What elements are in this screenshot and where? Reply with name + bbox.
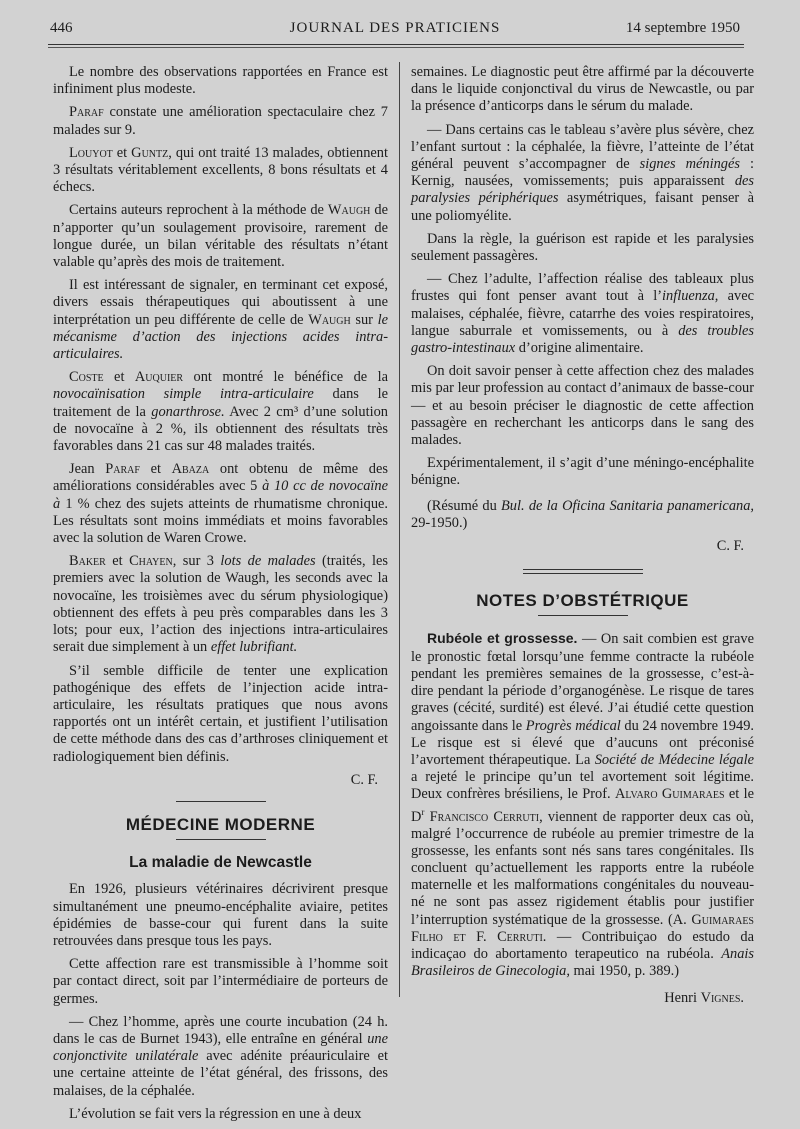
paragraph: Expérimentalement, il s’agit d’une méningo-encéphalite bénigne.: [411, 455, 754, 489]
paragraph: Coste et Auquier ont montré le bénéfice de la novocaïnisation simple intra-articulaire dans le traitement de la gonarthrose. Avec 2 cm³ d’une solution de novocaïne à 2 %, ils obtiennent des résultats très favorables dans 21 cas sur 48 malades traités.: [53, 369, 388, 455]
paragraph: Jean Paraf et Abaza ont obtenu de même des améliorations considérables avec 5 à 10 cc de novocaïne à 1 % chez des sujets atteints de rhumatisme chronique. Les résultats sont moins immédiats et moins favorables avec la solution de Waren Crowe.: [53, 461, 388, 547]
paragraph: — Chez l’homme, après une courte incubation (24 h. dans le cas de Burnet 1943), elle entraîne en général une conjonctivite unilatérale avec adénite préauriculaire et une certaine atteinte de l’état général, des frissons, des malaises, de la céphalée.: [53, 1013, 388, 1099]
paragraph: — Dans certains cas le tableau s’avère plus sévère, chez l’enfant surtout : la céphalée, la fièvre, l’atteinte de l’état général peuvent s’accompagner de signes méningés : Kernig, nausées, vomissements; puis apparaissent des paralysies périphériques asymétriques, faisant penser à une poliomyélite.: [411, 121, 754, 224]
right-column: [411, 64, 754, 1014]
paragraph: L’évolution se fait vers la régression en une à deux: [69, 1105, 362, 1122]
paragraph: Louyot et Guntz, qui ont traité 13 malades, obtiennent 3 résultats véritablement excellents, 8 bons résultats et 4 échecs.: [53, 144, 388, 196]
header-rule-thin: [48, 47, 744, 48]
paragraph: — Chez l’adulte, l’affection réalise des tableaux plus frustes qui font penser avant tout à l’influenza, avec malaises, céphalée, fièvre, catarrhe des voies respiratoires, langue saburrale et vomissements, ou à des troubles gastro-intestinaux d’origine alimentaire.: [411, 271, 754, 357]
paragraph: Rubéole et grossesse. — On sait combien est grave le pronostic fœtal lorsqu’une femme contracte la rubéole pendant les premières semaines de la grossesse, c’est-à-dire pendant la période d’organogénèse. Le risque de tares graves (cécité, surdité) est élevé. J’ai étudié cette question angoissante dans le Progrès médical du 24 novembre 1949. Le risque est si élevé que d’aucuns ont préconisé l’avortement thérapeutique. La Société de Médecine légale a rejeté le principe qu’un tel avortement soit légitime. Deux confrères brésiliens, le Prof. Alvaro Guimaraes et le $D^r$ Francisco Cerruti, viennent de rapporter deux cas où, malgré l’occurrence de rubéole au premier trimestre de la grossesse, les enfants sont nés sans tares congénitales. Ils concluent qu’actuellement les rapports entre la rubéole maternelle et les malformations congénitales du nouveau-né ne sont pas assez rigidement établis pour justifier l’interruption systématique de la grossesse. (A. Guimaraes Filho et F. Cerruti. — Contribuiçao do estudo da indicaçao do abortamento terapeutico na rubéola. Anais Brasileiros de Ginecologia, mai 1950, p. 389.): [411, 630, 755, 980]
double-separator-rule: [523, 569, 643, 574]
separator-rule: [176, 839, 266, 840]
paragraph: Dans la règle, la guérison est rapide et les paralysies seulement passagères.: [411, 230, 754, 265]
issue-date: 14 septembre 1950: [625, 20, 740, 36]
page-header: [50, 20, 740, 42]
journal-title: JOURNAL DES PRATICIENS: [289, 20, 501, 36]
author-signature: C. F.: [716, 538, 744, 555]
header-rule: [48, 44, 744, 45]
left-column: [53, 64, 388, 1129]
separator-rule: [538, 615, 628, 616]
separator-rule: [176, 801, 266, 802]
column-divider: [399, 62, 400, 997]
paragraph: Cette affection rare est transmissible à l’homme soit par contact direct, soit par l’intermédiaire de porteurs de germes.: [53, 956, 388, 1007]
paragraph: Il est intéressant de signaler, en terminant cet exposé, divers essais thérapeutiques qui aboutissent à une interprétation un peu différente de celle de Waugh sur le mécanisme d’action des injections acides intra-articulaires.: [53, 277, 388, 363]
paragraph: En 1926, plusieurs vétérinaires décrivirent presque simultanément une pneumo-encéphalite aviaire, petites épidémies de basse-cour qui furent dans la suite retrouvées dans presque tous les pays.: [53, 881, 388, 949]
paragraph: Le nombre des observations rapportées en France est infiniment plus modeste.: [53, 64, 388, 98]
paragraph: (Résumé du Bul. de la Oficina Sanitaria panamericana, 29-1950.): [411, 497, 754, 531]
paragraph: semaines. Le diagnostic peut être affirmé par la découverte dans le liquide conjonctival du virus de Newcastle, ou par la présence d’anticorps dans le sérum du malade.: [411, 64, 754, 115]
paragraph: Baker et Chayen, sur 3 lots de malades (traités, les premiers avec la solution de Waugh, les seconds avec la novocaïne, les troisièmes avec du sérum physiologique) obtiennent des effets à peu près comparables dans les 3 lots; pour eux, l’action des injections intra-articulaires serait due simplement à un effet lubrifiant.: [53, 553, 388, 656]
page-number: 446: [50, 20, 73, 36]
section-title: NOTES D’OBSTÉTRIQUE: [476, 591, 689, 611]
article-title: La maladie de Newcastle: [129, 854, 312, 872]
author-signature: Henri Vignes.: [664, 990, 744, 1007]
paragraph: Certains auteurs reprochent à la méthode de Waugh de n’apporter qu’un soulagement provisoire, rarement de longue durée, un bilan véritable des résultats n’étant valable qu’après des mois de traitement.: [53, 202, 388, 271]
section-title: MÉDECINE MODERNE: [125, 814, 316, 834]
paragraph: Paraf constate une amélioration spectaculaire chez 7 malades sur 9.: [53, 104, 388, 138]
paragraph: S’il semble difficile de tenter une explication pathogénique des effets de l’injection acide intra-articulaire, les résultats pratiques que nous avons rapportés ont un intérêt certain, et justifient l’utilisation de cette méthode dans des cas d’arthroses cliniquement et radiologiquement bien définis.: [53, 662, 388, 765]
paragraph: On doit savoir penser à cette affection chez des malades mis par leur profession au contact d’animaux de basse-cour — et au besoin préciser le diagnostic de cette affection passagère en recherchant les anticorps dans le sang des malades.: [411, 363, 754, 449]
author-signature: C. F.: [350, 771, 378, 788]
